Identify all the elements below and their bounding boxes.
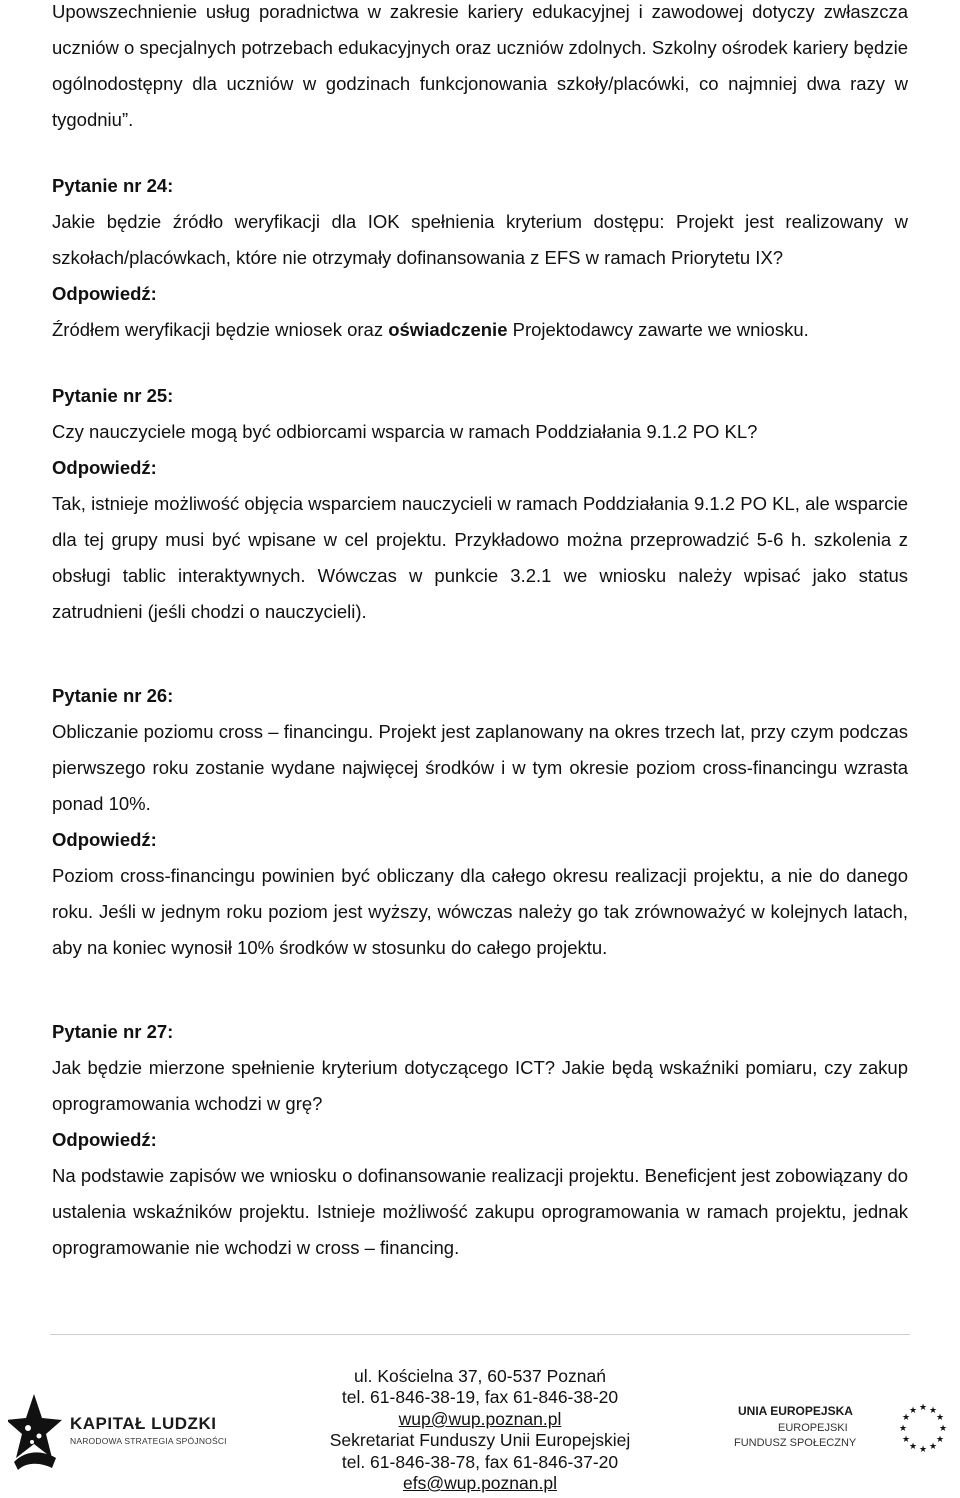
question-heading: Pytanie nr 27:: [52, 1021, 174, 1042]
kapital-ludzki-logo: [8, 1392, 238, 1474]
answer-text: [52, 312, 908, 348]
eu-stars-icon: [894, 1400, 952, 1456]
answer-text: Tak, istnieje możliwość objęcia wsparciem nauczycieli w ramach Poddziałania 9.1.2 PO KL, ale wsparcie dla tej grupy musi być wpisane w cel projektu. Przykładowo można przeprowadzić 5-6 h. szkolenia z obsługi tablic interaktywnych. Wówczas w punkcie 3.2.1 we wniosku należy wpisać jako status zatrudnieni (jeśli chodzi o nauczycieli).: [52, 493, 908, 622]
answer-text-bold: oświadczenie: [388, 319, 508, 340]
footer-divider: [50, 1334, 910, 1335]
svg-text:★: ★: [908, 1406, 918, 1416]
question-heading: Pytanie nr 26:: [52, 685, 174, 706]
footer-street: ul. Kościelna 37, 60-537 Poznań: [354, 1366, 606, 1386]
footer-phone: tel. 61-846-38-19, fax 61-846-38-20: [341, 1387, 619, 1408]
answer-text: Poziom cross-financingu powinien być obliczany dla całego okresu realizacji projektu, a nie do danego roku. Jeśli w jednym roku poziom jest wyższy, wówczas należy go tak zrównoważyć w kolejnych latach, aby na koniec wynosił 10% środków w stosunku do całego projektu.: [52, 865, 908, 958]
eu-logo-line3: FUNDUSZ SPOŁECZNY: [734, 1437, 857, 1449]
question-27: [52, 1014, 908, 1266]
svg-text:★: ★: [918, 1445, 928, 1455]
question-heading: Pytanie nr 24:: [52, 175, 174, 196]
question-25: [52, 378, 908, 630]
svg-text:★: ★: [908, 1442, 918, 1452]
answer-label: Odpowiedź:: [52, 1129, 157, 1150]
question-text: Jak będzie mierzone spełnienie kryterium dotyczącego ICT? Jakie będą wskaźniki pomiaru, czy zakup oprogramowania wchodzi w grę?: [52, 1057, 908, 1114]
footer-email-link[interactable]: efs@wup.poznan.pl: [403, 1473, 557, 1494]
kapital-ludzki-title: KAPITAŁ LUDZKI: [70, 1414, 217, 1433]
kapital-ludzki-subtitle: NARODOWA STRATEGIA SPÓJNOŚCI: [70, 1436, 227, 1446]
document-body: [52, 0, 908, 1266]
question-26: [52, 678, 908, 966]
svg-text:★: ★: [918, 1403, 928, 1413]
question-heading: Pytanie nr 25:: [52, 385, 174, 406]
svg-text:★: ★: [898, 1424, 908, 1434]
answer-text-part: Projektodawcy zawarte we wniosku.: [507, 319, 809, 340]
svg-text:★: ★: [928, 1406, 938, 1416]
svg-text:★: ★: [935, 1435, 945, 1445]
answer-text-part: Źródłem weryfikacji będzie wniosek oraz: [52, 319, 389, 340]
eu-logo: [730, 1400, 952, 1460]
intro-paragraph: Upowszechnienie usług poradnictwa w zakresie kariery edukacyjnej i zawodowej dotyczy zwłaszcza uczniów o specjalnych potrzebach edukacyjnych oraz uczniów zdolnych. Szkolny ośrodek kariery będzie ogólnodostępny dla uczniów w godzinach funkcjonowania szkoły/placówki, co najmniej dwa razy w tygodniu”.: [52, 1, 908, 130]
svg-text:★: ★: [938, 1424, 948, 1434]
answer-label: Odpowiedź:: [52, 283, 157, 304]
eu-logo-line2: EUROPEJSKI: [778, 1422, 848, 1434]
kapital-ludzki-star-icon: [8, 1392, 64, 1472]
eu-logo-line1: UNIA EUROPEJSKA: [738, 1404, 853, 1418]
footer-email-link[interactable]: wup@wup.poznan.pl: [398, 1408, 562, 1429]
svg-text:★: ★: [901, 1413, 911, 1423]
svg-text:★: ★: [935, 1413, 945, 1423]
question-24: [52, 168, 908, 348]
question-text: Jakie będzie źródło weryfikacji dla IOK spełnienia kryterium dostępu: Projekt jest realizowany w szkołach/placówkach, które nie otrzymały dofinansowania z EFS w ramach Priorytetu IX?: [52, 211, 908, 268]
question-text: Obliczanie poziomu cross – financingu. Projekt jest zaplanowany na okres trzech lat, przy czym podczas pierwszego roku zostanie wydane najwięcej środków i w tym okresie poziom cross-financingu wzrasta ponad 10%.: [52, 721, 908, 814]
svg-text:★: ★: [901, 1435, 911, 1445]
answer-label: Odpowiedź:: [52, 829, 157, 850]
svg-text:★: ★: [928, 1442, 938, 1452]
footer-phone: tel. 61-846-38-78, fax 61-846-37-20: [341, 1451, 619, 1472]
answer-label: Odpowiedź:: [52, 457, 157, 478]
footer-department: Sekretariat Funduszy Unii Europejskiej: [329, 1430, 631, 1451]
question-text: Czy nauczyciele mogą być odbiorcami wsparcia w ramach Poddziałania 9.1.2 PO KL?: [52, 421, 758, 442]
answer-text: Na podstawie zapisów we wniosku o dofinansowanie realizacji projektu. Beneficjent jest zobowiązany do ustalenia wskaźników projektu. Istnieje możliwość zakupu oprogramowania w ramach projektu, jednak oprogramowanie nie wchodzi w cross – financing.: [52, 1165, 908, 1258]
